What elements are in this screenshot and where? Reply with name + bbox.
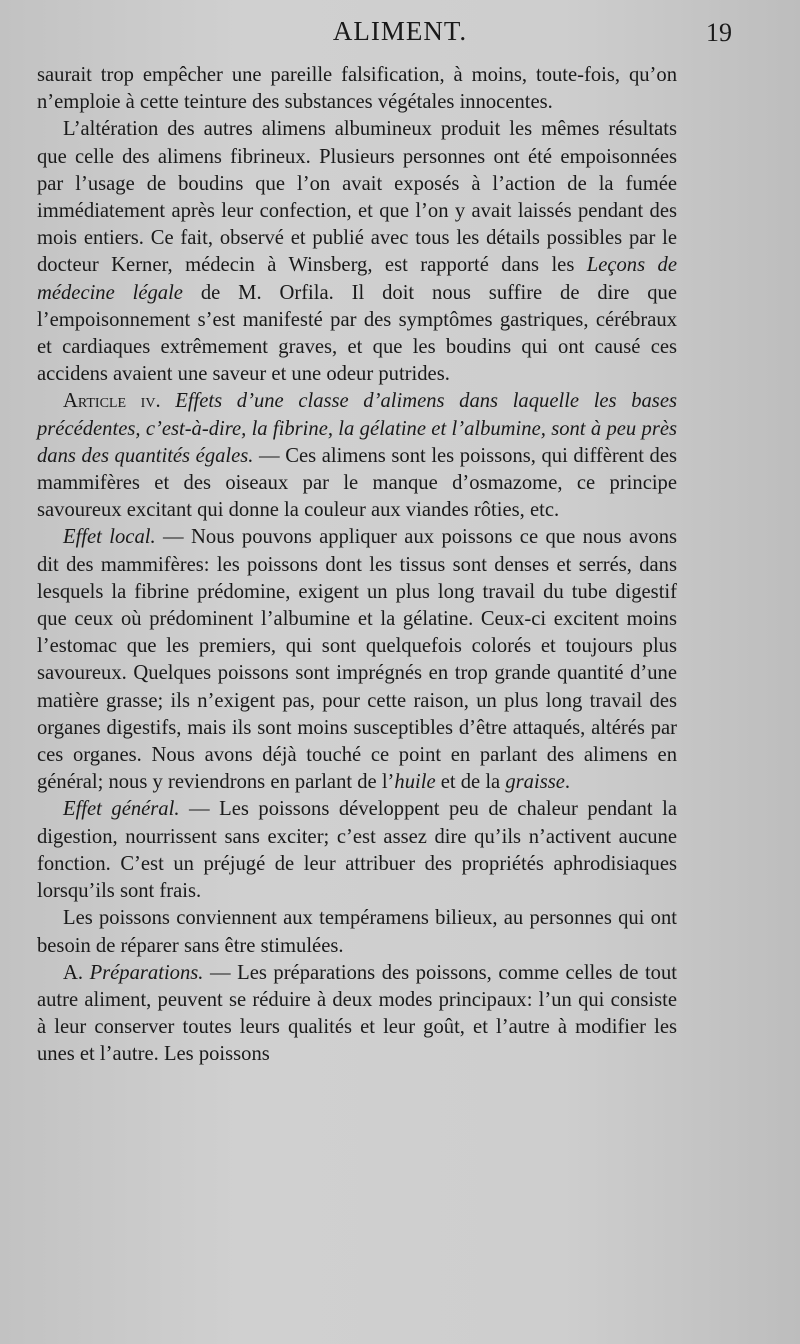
text-run: — Ces alimens sont les poissons, qui diffèrent des mammifères et des oiseaux par le manque d’osmazome, ce principe savoureux excitant qui donne la couleur aux viandes rôties, etc. (37, 444, 677, 522)
paragraph-p7 (37, 960, 677, 1069)
text-run: A. (63, 961, 90, 984)
paragraph-p6 (37, 905, 677, 959)
text-run: — Les préparations des poissons, comme celles de tout autre aliment, peuvent se réduire à deux modes principaux: l’un qui consiste à leur conserver toutes leurs qualités et leur goût, et l’autre à modifier les unes et l’autre. Les poissons (37, 961, 678, 1066)
text-run: L’altération des autres alimens albumineux produit les mêmes résultats que celle des alimens fibrineux. Plusieurs personnes ont été empoisonnées par l’usage de boudins que l’on avait exposés à l’action de la fumée immédiatement après leur confection, et que l’on y avait laissés pendant des mois entiers. Ce fait, observé et publié avec tous les détails possibles par le docteur Kerner, médecin à Winsberg, est rapporté dans les (37, 118, 677, 277)
text-run (161, 390, 176, 412)
paragraph-p4 (37, 524, 677, 796)
paragraph-p1 (37, 62, 677, 116)
text-run: — Les poissons développent peu de chaleur pendant la digestion, nourrissent sans exciter; c’est assez dire qu’ils n’activent aucune fonction. C’est un préjugé de leur attribuer des propriétés aphrodisiaques lorsqu’ils sont frais. (37, 798, 677, 903)
text-run: de M. Orfila. Il doit nous suffire de dire que l’empoisonnement s’est manifesté par des symptômes gastriques, cérébraux et cardiaques extrêmement graves, et que les boudins qui ont causé ces accidens avaient une saveur et une odeur putrides. (37, 281, 677, 386)
text-run: . (564, 771, 571, 794)
text-run: saurait trop empêcher une pareille falsification, à moins, toute-fois, qu’on n’emploie à cette teinture des substances végétales innocentes. (37, 64, 677, 114)
text-run: Effet local. (63, 526, 156, 549)
text-run: graisse (505, 771, 565, 794)
text-run: Effet général. (63, 798, 180, 821)
page-number: 19 (706, 18, 732, 47)
text-run: et de la (435, 771, 506, 794)
paragraph-p5 (37, 796, 677, 905)
text-run: Effets d’une classe d’alimens dans laquelle les bases précédentes, c’est-à-dire, la fibrine, la gélatine et l’albumine, sont à peu près dans des quantités égales. (37, 390, 677, 467)
text-run: Leçons de médecine légale (37, 254, 677, 304)
text-run: Article iv. (63, 390, 161, 413)
running-title: ALIMENT. (332, 16, 468, 46)
text-run: Les poissons conviennent aux tempéramens bilieux, au personnes qui ont besoin de réparer sans être stimulées. (37, 907, 677, 957)
page-header (40, 16, 760, 56)
paragraph-p3 (37, 388, 677, 524)
text-run: — Nous pouvons appliquer aux poissons ce que nous avons dit des mammifères: les poissons dont les tissus sont denses et serrés, dans lesquels la fibrine prédomine, exigent un plus long travail du tube digestif que ceux où prédominent l’albumine et la gélatine. Ceux-ci excitent moins l’estomac que les premiers, qui sont quelquefois colorés et toujours plus savoureux. Quelques poissons sont imprégnés en trop grande quantité d’une matière grasse; ils n’exigent pas, pour cette raison, un plus long travail des organes digestifs, mais ils sont moins susceptibles d’être attaqués, altérés par ces organes. Nous avons déjà touché ce point en parlant des alimens en général; nous y reviendrons en parlant de l’ (37, 526, 677, 794)
paragraph-p2 (37, 116, 677, 388)
text-run: huile (394, 771, 436, 794)
text-run: Préparations. (89, 961, 204, 984)
text-body (37, 62, 677, 1069)
